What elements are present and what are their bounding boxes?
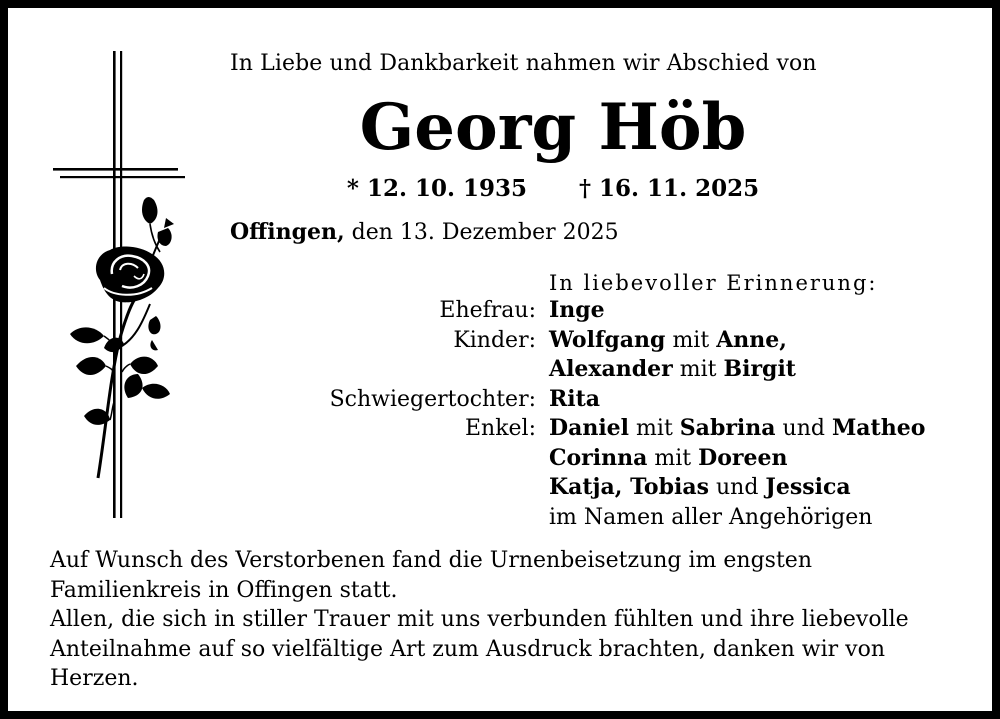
family-name: Jessica <box>765 474 851 500</box>
role-label: Schwiegertochter: <box>329 386 536 412</box>
family-name: Rita <box>549 385 601 412</box>
intro-line: In Liebe und Dankbarkeit nahmen wir Abschied von <box>230 51 817 76</box>
family-row-grandchildren-3 <box>268 473 988 503</box>
family-name: Doreen <box>698 444 788 471</box>
life-dates <box>238 174 868 204</box>
family-name: Daniel <box>549 415 630 441</box>
notice-date: den 13. Dezember 2025 <box>351 220 619 245</box>
role-label: Kinder: <box>453 327 536 353</box>
deceased-name: Georg Höb <box>359 90 747 165</box>
connector: und <box>782 416 825 441</box>
family-name: Alexander <box>549 356 673 382</box>
birth-date: * 12. 10. 1935 <box>346 175 527 202</box>
role-label: Ehefrau: <box>439 298 536 323</box>
place: Offingen, <box>230 219 345 245</box>
memory-line: In liebevoller Erinnerung: <box>549 271 878 295</box>
connector: mit <box>654 445 692 471</box>
family-row-children <box>268 326 988 356</box>
death-date: † 16. 11. 2025 <box>579 175 760 202</box>
family-name: Sabrina <box>679 415 776 441</box>
place-date-line <box>230 218 870 247</box>
closing-text <box>50 546 950 694</box>
burial-note: Auf Wunsch des Verstorbenen fand die Urnenbeisetzung im engsten Familienkreis in Offingen statt. <box>50 548 812 603</box>
family-name: Inge <box>549 297 605 323</box>
connector: mit <box>636 416 673 441</box>
family-name: Wolfgang <box>549 326 666 353</box>
thanks-note: Allen, die sich in stiller Trauer mit uns verbunden fühlten und ihre liebevolle Anteilnahme auf so vielfältige Art zum Ausdruck brachten, danken wir von Herzen. <box>50 607 909 691</box>
family-row-spouse <box>268 296 988 326</box>
connector: mit <box>672 327 710 353</box>
family-row-relatives <box>268 503 988 533</box>
role-label: Enkel: <box>464 416 536 441</box>
family-row-grandchildren <box>268 414 988 444</box>
family-list <box>268 296 988 532</box>
all-relatives-line: im Namen aller Angehörigen <box>549 504 873 530</box>
family-name: Corinna <box>549 444 648 471</box>
family-name: Katja, Tobias <box>549 474 709 500</box>
family-row-children-2 <box>268 355 988 385</box>
family-row-grandchildren-2 <box>268 444 988 474</box>
family-name: Anne, <box>716 326 787 353</box>
family-name: Matheo <box>831 415 926 441</box>
family-name: Birgit <box>723 356 796 382</box>
connector: und <box>715 475 759 500</box>
family-row-inlaw <box>268 385 988 415</box>
connector: mit <box>679 357 717 382</box>
cross-with-rose-icon <box>48 48 188 528</box>
